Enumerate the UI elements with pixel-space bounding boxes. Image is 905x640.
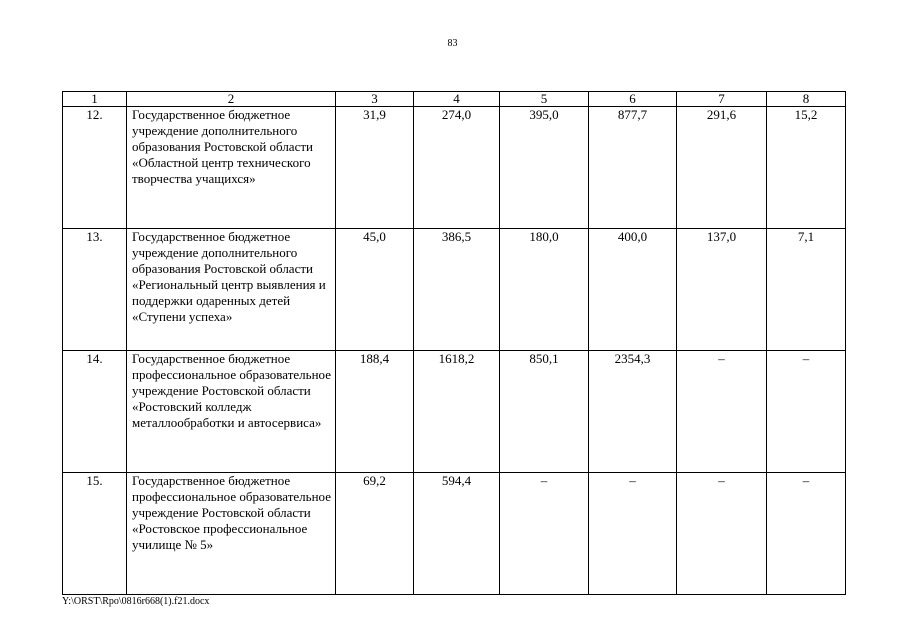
value-cell: 31,9 <box>336 107 414 229</box>
value-cell: – <box>589 473 677 595</box>
value-cell: – <box>767 351 846 473</box>
value-cell: 291,6 <box>677 107 767 229</box>
table-row <box>63 351 846 473</box>
value-cell: 7,1 <box>767 229 846 351</box>
row-number: 12. <box>63 107 127 229</box>
value-cell: – <box>677 473 767 595</box>
value-cell: 45,0 <box>336 229 414 351</box>
value-cell: 1618,2 <box>414 351 500 473</box>
header-cell: 6 <box>589 92 677 107</box>
table-row <box>63 229 846 351</box>
header-cell: 2 <box>127 92 336 107</box>
value-cell: – <box>500 473 589 595</box>
value-cell: – <box>677 351 767 473</box>
row-number: 14. <box>63 351 127 473</box>
header-cell: 7 <box>677 92 767 107</box>
institution-name: Государственное бюджетное профессиональное образовательное учреждение Ростовской области «Ростовское профессиональное училище № 5» <box>127 473 336 595</box>
value-cell: 386,5 <box>414 229 500 351</box>
row-number: 15. <box>63 473 127 595</box>
table-row <box>63 473 846 595</box>
institution-name: Государственное бюджетное профессиональное образовательное учреждение Ростовской области «Ростовский колледж металлообработки и автосервиса» <box>127 351 336 473</box>
header-cell: 1 <box>63 92 127 107</box>
header-row <box>63 92 846 107</box>
budget-table <box>62 91 846 595</box>
institution-name: Государственное бюджетное учреждение дополнительного образования Ростовской области «Региональный центр выявления и поддержки одаренных детей «Ступени успеха» <box>127 229 336 351</box>
value-cell: 69,2 <box>336 473 414 595</box>
value-cell: 850,1 <box>500 351 589 473</box>
value-cell: 180,0 <box>500 229 589 351</box>
value-cell: 400,0 <box>589 229 677 351</box>
value-cell: 274,0 <box>414 107 500 229</box>
value-cell: 2354,3 <box>589 351 677 473</box>
value-cell: 877,7 <box>589 107 677 229</box>
page-number: 83 <box>447 38 458 49</box>
file-path-footer: Y:\ORST\Rpo\0816r668(1).f21.docx <box>62 596 210 607</box>
row-number: 13. <box>63 229 127 351</box>
value-cell: 15,2 <box>767 107 846 229</box>
institution-name: Государственное бюджетное учреждение дополнительного образования Ростовской области «Областной центр технического творчества учащихся» <box>127 107 336 229</box>
value-cell: 395,0 <box>500 107 589 229</box>
header-cell: 4 <box>414 92 500 107</box>
value-cell: 594,4 <box>414 473 500 595</box>
value-cell: 137,0 <box>677 229 767 351</box>
header-cell: 8 <box>767 92 846 107</box>
header-cell: 5 <box>500 92 589 107</box>
header-cell: 3 <box>336 92 414 107</box>
table-row <box>63 107 846 229</box>
value-cell: – <box>767 473 846 595</box>
value-cell: 188,4 <box>336 351 414 473</box>
